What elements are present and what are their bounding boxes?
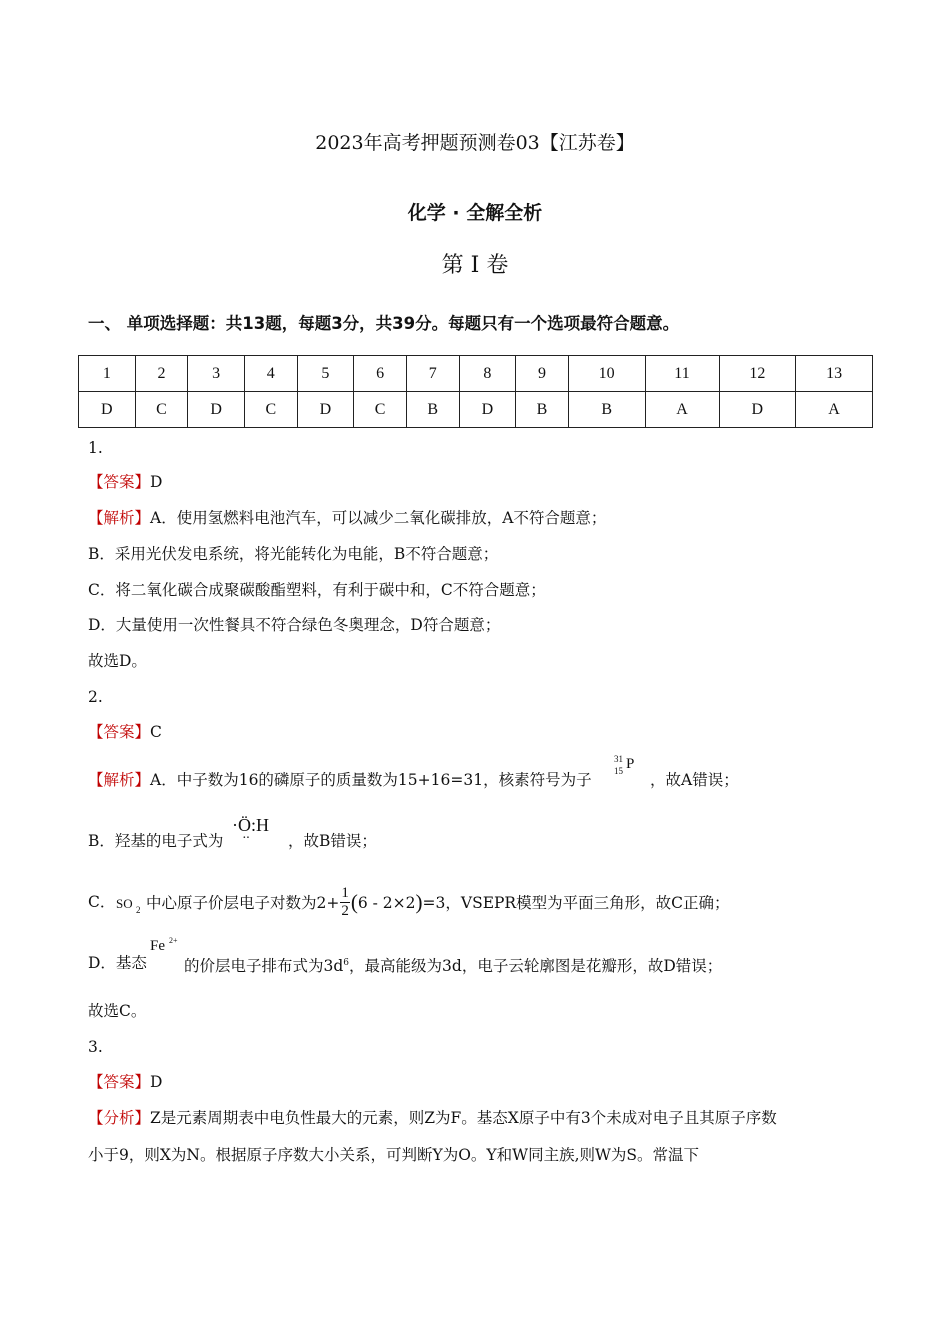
volume-heading: 第 I 卷 <box>441 253 509 278</box>
analysis-text: Z是元素周期表中电负性最大的元素，则Z为F。基态X原子中有3个未成对电子且其原子序数 <box>150 1109 777 1127</box>
paren-open: ( <box>350 890 358 914</box>
table-cell: 10 <box>568 356 645 392</box>
q2-option-b-end: ，故B错误； <box>288 832 377 850</box>
table-cell: 5 <box>297 356 354 392</box>
table-cell: 9 <box>516 356 569 392</box>
q1-analysis-line <box>88 507 606 529</box>
answer-tag: 【答案】 <box>88 723 151 741</box>
table-cell: 7 <box>406 356 459 392</box>
table-cell: B <box>516 392 569 428</box>
table-cell: D <box>79 392 136 428</box>
exam-title: 2023年高考押题预测卷03【江苏卷】 <box>315 132 635 154</box>
nuclide-mass-number: 31 <box>614 754 623 764</box>
table-cell: D <box>459 392 516 428</box>
analysis-text: A．使用氢燃料电池汽车，可以减少二氧化碳排放，A不符合题意； <box>150 509 607 527</box>
q3-number: 3. <box>88 1038 103 1056</box>
table-cell: 1 <box>79 356 136 392</box>
q1-number: 1. <box>88 439 103 457</box>
table-cell: C <box>354 392 407 428</box>
q2-answer-line <box>88 721 162 743</box>
analysis-tag: 【解析】 <box>88 771 151 789</box>
answer-table-number-row <box>79 356 873 392</box>
table-cell: 4 <box>244 356 297 392</box>
answer-table-answer-row <box>79 392 873 428</box>
fraction-numerator: 1 <box>341 884 349 901</box>
analysis-tag: 【解析】 <box>88 509 151 527</box>
q2-option-c <box>146 876 729 928</box>
answer-value: D <box>150 1073 163 1091</box>
table-cell: B <box>406 392 459 428</box>
q3-answer-line <box>88 1071 162 1093</box>
q1-option-c: C．将二氧化碳合成聚碳酸酯塑料，有利于碳中和，C不符合题意； <box>88 581 546 599</box>
table-cell: D <box>719 392 796 428</box>
q1-answer-line <box>88 471 162 493</box>
q2-analysis-line <box>88 769 592 791</box>
answer-tag: 【答案】 <box>88 1073 151 1091</box>
q3-analysis-line <box>88 1107 777 1129</box>
option-d-end: ，最高能级为3d，电子云轮廓图是花瓣形，故D错误； <box>349 957 723 976</box>
q2-option-d: D．基态 <box>88 954 147 972</box>
electron-formula: ·Ö:H <box>232 815 269 835</box>
paren-inner: 6 - 2×2 <box>357 894 416 912</box>
so2-main: SO <box>116 896 133 911</box>
option-c-end: =3，VSEPR模型为平面三角形，故C正确； <box>422 894 730 912</box>
answer-tag: 【答案】 <box>88 473 151 491</box>
q1-option-b: B．采用光伏发电系统，将光能转化为电能，B不符合题意； <box>88 545 499 563</box>
table-cell: 12 <box>719 356 796 392</box>
table-cell: A <box>645 392 719 428</box>
table-cell: D <box>188 392 245 428</box>
q2-option-c-prefix: C． <box>88 893 116 911</box>
answer-value: C <box>150 723 162 741</box>
so2-formula <box>116 896 146 918</box>
table-cell: 13 <box>796 356 873 392</box>
option-c-text: 中心原子价层电子对数为2+ <box>146 894 340 912</box>
table-cell: C <box>135 392 188 428</box>
so2-subscript: 2 <box>136 905 141 915</box>
q3-analysis-line-2: 小于9，则X为N。根据原子序数大小关系，可判断Y为O。Y和W同主族,则W为S。常温下 <box>88 1146 700 1164</box>
iron-ion-formula <box>150 936 184 962</box>
table-cell: 2 <box>135 356 188 392</box>
q2-option-d-rest <box>184 952 722 977</box>
table-cell: C <box>244 392 297 428</box>
answer-table <box>78 355 873 428</box>
q1-conclusion: 故选D。 <box>88 652 147 670</box>
table-cell: D <box>297 392 354 428</box>
table-cell: A <box>796 392 873 428</box>
q1-option-d: D．大量使用一次性餐具不符合绿色冬奥理念，D符合题意； <box>88 616 501 634</box>
nuclide-atomic-number: 15 <box>614 766 623 776</box>
fraction <box>340 885 350 920</box>
fraction-denominator: 2 <box>341 902 349 919</box>
q2-option-a-end: ，故A错误； <box>650 771 739 789</box>
analysis-text: A．中子数为16的磷原子的质量数为15+16=31，核素符号为子 <box>150 771 592 789</box>
paren-close: ) <box>415 890 423 914</box>
superscript-6: 6 <box>343 958 350 968</box>
table-cell: 11 <box>645 356 719 392</box>
lone-pair-dots: ·· <box>242 831 250 846</box>
subject-subtitle: 化学 · 全解全析 <box>407 202 543 224</box>
phosphorus-nuclide-symbol <box>612 752 642 788</box>
answer-value: D <box>150 473 163 491</box>
section-heading: 一、 单项选择题：共13题，每题3分，共39分。每题只有一个选项最符合题意。 <box>88 314 680 333</box>
nuclide-element: P <box>626 756 635 772</box>
q2-conclusion: 故选C。 <box>88 1002 147 1020</box>
table-cell: 6 <box>354 356 407 392</box>
table-cell: 3 <box>188 356 245 392</box>
hydroxyl-electron-formula <box>232 815 282 849</box>
q2-option-b: B．羟基的电子式为 <box>88 832 224 850</box>
table-cell: 8 <box>459 356 516 392</box>
table-cell: B <box>568 392 645 428</box>
ion-symbol: Fe <box>150 938 165 954</box>
q2-number: 2. <box>88 688 103 706</box>
analysis-tag: 【分析】 <box>88 1109 151 1127</box>
option-d-mid: 的价层电子排布式为3d <box>184 957 344 976</box>
ion-charge: 2+ <box>169 936 178 945</box>
